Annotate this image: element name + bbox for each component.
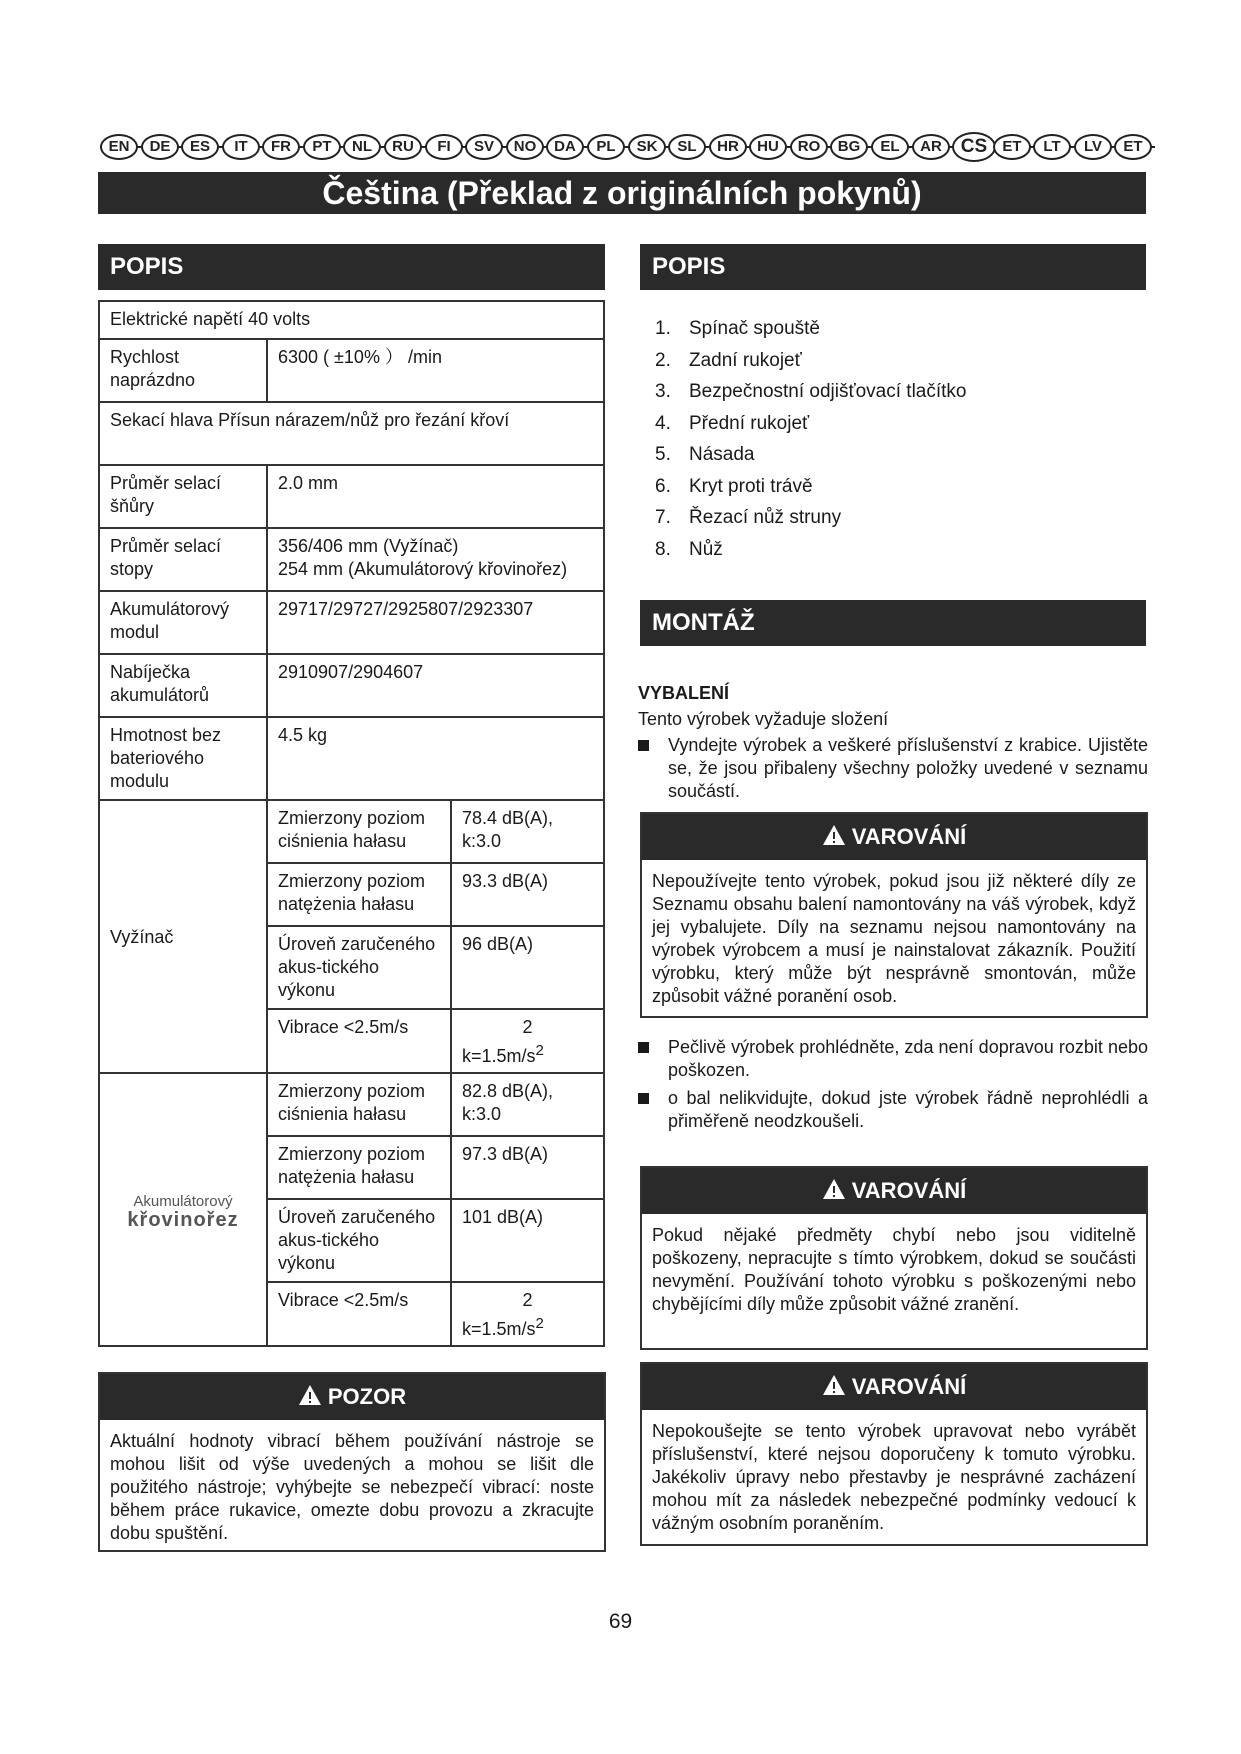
unpacking-intro: Tento výrobek vyžaduje složení: [638, 709, 889, 729]
noise-value: 97.3 dB(A): [451, 1136, 604, 1199]
brushcutter-label: [110, 1192, 256, 1230]
spec-label: Sekací hlava: [110, 410, 214, 430]
left-section-header: POPIS: [98, 244, 605, 290]
vibration-value-exponent: 2: [535, 1042, 544, 1059]
language-tab-sv[interactable]: SV: [465, 134, 503, 160]
warning-text: Pokud nějaké předměty chybí nebo jsou viditelně poškozeny, nepracujte s tímto výrobkem, dokud se součásti nevymění. Používání tohoto výrobku s poškozenými nebo chybějícími díly může způsobit vážné zranění.: [652, 1225, 1136, 1314]
language-tab-lv[interactable]: LV: [1074, 134, 1112, 160]
language-tab-nl[interactable]: NL: [343, 134, 381, 160]
language-tab-hr[interactable]: HR: [709, 134, 747, 160]
language-tab-ar[interactable]: AR: [912, 134, 950, 160]
list-item: 7. Řezací nůž struny: [655, 507, 842, 528]
language-tab-de[interactable]: DE: [141, 134, 179, 160]
language-tab-et[interactable]: ET: [1114, 134, 1152, 160]
language-tab-bg[interactable]: BG: [830, 134, 868, 160]
list-item: 3. Bezpečnostní odjišťovací tlačítko: [655, 381, 967, 402]
noise-label: Zmierzony poziom ciśnienia hałasu: [267, 800, 451, 863]
caution-text: Aktuální hodnoty vibrací během používání nástroje se mohou lišit od výše uvedených a mohou se lišit dle použitého nástroje; vyhýbejte se nebezpečí vibrací: noste během práce rukavice, omezte dobu provozu a zkracujte dobu spuštění.: [110, 1431, 594, 1543]
language-tab-pl[interactable]: PL: [587, 134, 625, 160]
spec-value: 40 volts: [248, 309, 311, 329]
language-tab-el[interactable]: EL: [871, 134, 909, 160]
language-tab-es[interactable]: ES: [181, 134, 219, 160]
trimmer-label: Vyžínač: [99, 800, 267, 1073]
warning-box: [640, 1166, 1148, 1350]
table-row: [99, 528, 604, 591]
spec-value: 2.0 mm: [267, 465, 604, 528]
spec-label: Elektrické napětí: [110, 309, 244, 329]
vibration-value: k=1.5m/s: [462, 1319, 536, 1339]
warning-title: VAROVÁNÍ: [851, 1178, 967, 1203]
warning-box: [640, 812, 1148, 1018]
warning-triangle-icon: [822, 824, 846, 846]
noise-value: 78.4 dB(A), k:3.0: [451, 800, 604, 863]
warning-box: [640, 1362, 1148, 1546]
spec-label: Akumulátorový modul: [99, 591, 267, 654]
vibration-label: Vibrace <2.5m/s: [278, 1017, 409, 1037]
unpacking-title: VYBALENÍ: [638, 683, 730, 703]
language-tab-no[interactable]: NO: [506, 134, 544, 160]
vibration-exponent: 2: [522, 1290, 533, 1310]
language-tab-fr[interactable]: FR: [262, 134, 300, 160]
warning-title: VAROVÁNÍ: [851, 1374, 967, 1399]
table-row: [99, 717, 604, 800]
vibration-label: Vibrace <2.5m/s: [278, 1290, 409, 1310]
table-row: [99, 800, 604, 863]
bullet-item: Vyndejte výrobek a veškeré příslušenství z krabice. Ujistěte se, že jsou přibaleny všechny položky uvedené v seznamu součástí.: [638, 734, 1148, 803]
language-tab-fi[interactable]: FI: [425, 134, 463, 160]
noise-label: Zmierzony poziom natężenia hałasu: [267, 1136, 451, 1199]
table-row: [99, 654, 604, 717]
table-row: [99, 339, 604, 402]
bullet-square-icon: [638, 1093, 649, 1104]
language-tab-lt[interactable]: LT: [1033, 134, 1071, 160]
language-tab-sk[interactable]: SK: [628, 134, 666, 160]
brushcutter-label-line2: křovinořez: [127, 1208, 239, 1231]
table-row: [99, 301, 604, 339]
spec-value: 356/406 mm (Vyžínač): [278, 536, 459, 556]
warning-text: Nepoužívejte tento výrobek, pokud jsou již některé díly ze Seznamu obsahu balení namontovány na váš výrobek, když jej vybalujete. Díly na seznamu nejsou namontovány na výrobek výrobcem a musí je nainstalovat zákazník. Použití výrobku, který může být nesprávně smontován, může způsobit vážné poranění osob.: [652, 871, 1136, 1006]
caution-box: [98, 1372, 606, 1552]
spec-label: Průměr selací stopy: [99, 528, 267, 591]
spec-value: 2910907/2904607: [267, 654, 604, 717]
language-tab-ru[interactable]: RU: [384, 134, 422, 160]
spec-table: [98, 300, 605, 1347]
bullet-item: o bal nelikvidujte, dokud jste výrobek řádně neprohlédli a přiměřeně neodzkoušeli.: [638, 1087, 1148, 1133]
noise-value: 96 dB(A): [451, 926, 604, 1009]
page-title: Čeština (Překlad z originálních pokynů): [98, 172, 1146, 214]
noise-label: Úroveň zaručeného akus-tického výkonu: [267, 1199, 451, 1282]
list-item: 2. Zadní rukojeť: [655, 349, 802, 371]
list-item: 1. Spínač spouště: [655, 318, 820, 339]
spec-label: Hmotnost bez bateriového modulu: [99, 717, 267, 800]
vibration-value-exponent: 2: [535, 1315, 544, 1332]
bullet-square-icon: [638, 740, 649, 751]
language-tab-ro[interactable]: RO: [790, 134, 828, 160]
page-number: 69: [608, 1610, 633, 1633]
warning-triangle-icon: [822, 1374, 846, 1396]
language-tab-cs[interactable]: CS: [952, 132, 996, 162]
spec-value: 4.5 kg: [267, 717, 604, 800]
table-row: [99, 591, 604, 654]
language-tab-hu[interactable]: HU: [749, 134, 787, 160]
noise-value: 82.8 dB(A), k:3.0: [451, 1073, 604, 1136]
list-item: 6. Kryt proti trávě: [655, 475, 813, 497]
bullet-item: Pečlivě výrobek prohlédněte, zda není dopravou rozbit nebo poškozen.: [638, 1036, 1148, 1082]
warning-text: Nepokoušejte se tento výrobek upravovat nebo vyrábět příslušenství, které nejsou doporučeny k tomuto výrobku. Jakékoliv úpravy nebo přestavby je nesprávné zacházení mohou mít za následek nebezpečné podmínky vedoucí k vážným osobním poraněním.: [652, 1421, 1136, 1533]
noise-label: Úroveň zaručeného akus-tického výkonu: [267, 926, 451, 1009]
noise-label: Zmierzony poziom ciśnienia hałasu: [267, 1073, 451, 1136]
bullet-square-icon: [638, 1042, 649, 1053]
language-tab-da[interactable]: DA: [546, 134, 584, 160]
spec-label: Nabíječka akumulátorů: [99, 654, 267, 717]
brushcutter-label-line1: Akumulátorový: [133, 1192, 233, 1210]
caution-title: POZOR: [327, 1384, 407, 1409]
parts-list: [655, 318, 967, 570]
vibration-value: k=1.5m/s: [462, 1046, 536, 1066]
assembly-header: MONTÁŽ: [640, 600, 1146, 646]
table-row: [99, 1073, 604, 1136]
spec-value: 6300 ( ±10% ） /min: [267, 339, 604, 402]
warning-triangle-icon: [298, 1384, 322, 1406]
noise-label: Zmierzony poziom natężenia hałasu: [267, 863, 451, 926]
noise-value: 101 dB(A): [451, 1199, 604, 1282]
spec-label: Rychlost naprázdno: [99, 339, 267, 402]
language-tab-pt[interactable]: PT: [303, 134, 341, 160]
table-row: [99, 465, 604, 528]
language-tab-et[interactable]: ET: [993, 134, 1031, 160]
warning-title: VAROVÁNÍ: [851, 824, 967, 849]
list-item: 8. Nůž: [655, 538, 723, 560]
warning-triangle-icon: [822, 1178, 846, 1200]
list-item: 5. Násada: [655, 444, 755, 465]
list-item: 4. Přední rukojeť: [655, 412, 810, 434]
spec-value: Přísun nárazem/nůž pro řezání křoví: [218, 410, 510, 430]
language-tab-it[interactable]: IT: [222, 134, 260, 160]
language-tab-en[interactable]: EN: [100, 134, 138, 160]
spec-value: 29717/29727/2925807/2923307: [267, 591, 604, 654]
spec-label: Průměr selací šňůry: [99, 465, 267, 528]
language-tab-strip: [100, 132, 1155, 162]
right-section-header: POPIS: [640, 244, 1146, 290]
table-row: [99, 402, 604, 465]
vibration-exponent: 2: [522, 1017, 533, 1037]
language-tab-sl[interactable]: SL: [668, 134, 706, 160]
noise-value: 93.3 dB(A): [451, 863, 604, 926]
spec-value: 254 mm (Akumulátorový křovinořez): [278, 559, 568, 579]
